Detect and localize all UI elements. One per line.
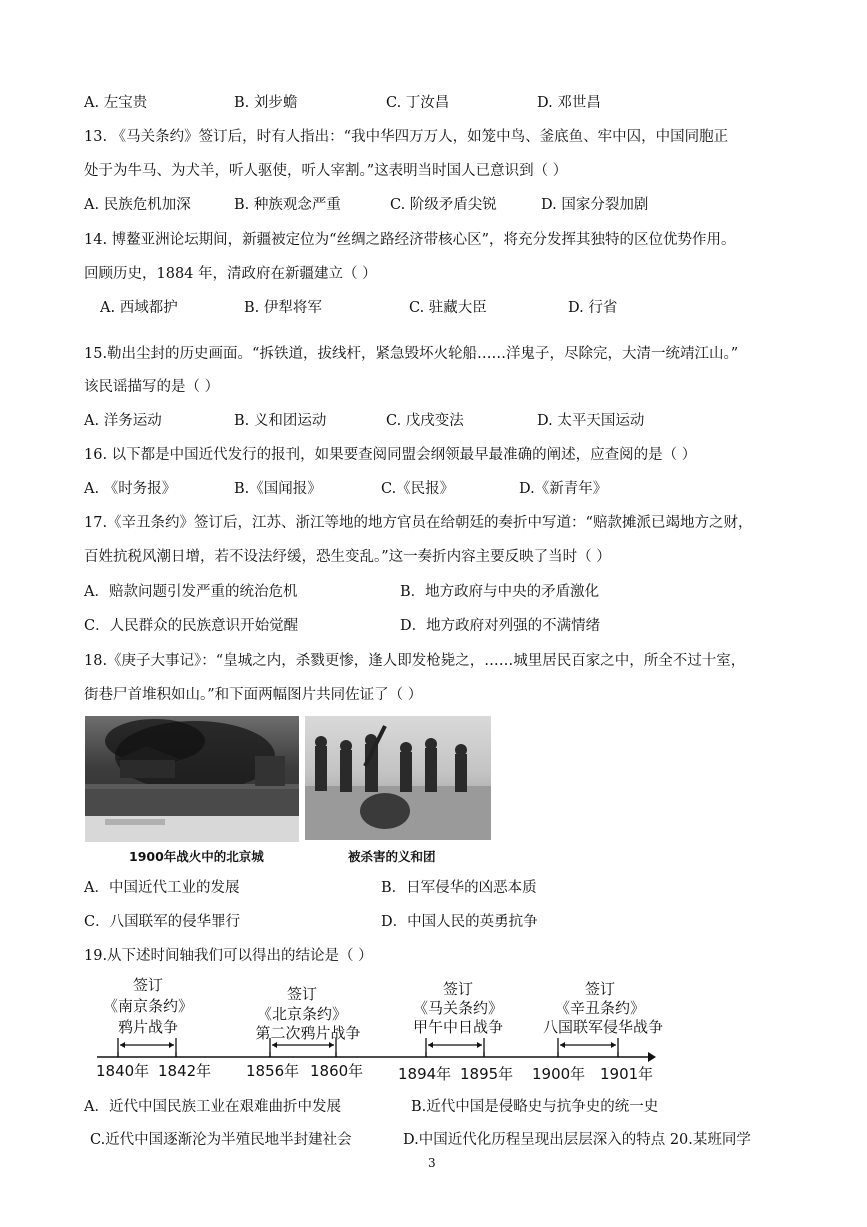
timeline-2-end: 1860年 (310, 1062, 364, 1080)
q17-option-a: A．赔款问题引发严重的统治危机 (84, 584, 298, 600)
timeline-4-war: 八国联军侵华战争 (542, 1018, 663, 1036)
q16-option-a: A. 《时务报》 (84, 481, 177, 497)
timeline-1-start: 1840年 (96, 1062, 150, 1080)
q15-option-b: B. 义和团运动 (234, 413, 327, 429)
timeline-3-start: 1894年 (398, 1065, 452, 1083)
q12-option-a: A. 左宝贵 (84, 95, 148, 111)
caption-boxers: 被杀害的义和团 (348, 849, 436, 864)
q18-option-c: C．八国联军的侵华罪行 (84, 914, 241, 930)
q18-option-d: D．中国人民的英勇抗争 (381, 914, 538, 930)
q13-option-b: B. 种族观念严重 (234, 197, 341, 213)
q14-stem-line1: 14. 博鳌亚洲论坛期间，新疆被定位为“丝绸之路经济带核心区”，将充分发挥其独特的区位优势作用。 (84, 232, 736, 248)
q15-option-c: C. 戊戌变法 (386, 413, 464, 429)
timeline-1-sign: 签订 (132, 976, 163, 994)
timeline-2-treaty: 《北京条约》 (256, 1005, 347, 1023)
q13-option-d: D. 国家分裂加剧 (541, 197, 649, 213)
q14-option-d: D. 行省 (568, 300, 618, 316)
q17-option-c: C．人民群众的民族意识开始觉醒 (84, 618, 299, 634)
q12-option-d: D. 邓世昌 (537, 95, 601, 111)
q14-stem-line2: 回顾历史，1884 年，清政府在新疆建立（ ） (84, 266, 377, 282)
q19-option-a: A．近代中国民族工业在艰难曲折中发展 (84, 1099, 341, 1115)
q14-option-b: B. 伊犁将军 (244, 300, 322, 316)
q17-option-d: D．地方政府对列强的不满情绪 (400, 618, 601, 634)
timeline-2-war: 第二次鸦片战争 (255, 1024, 361, 1042)
page-number: 3 (428, 1156, 436, 1170)
q13-stem-line1: 13. 《马关条约》签订后，时有人指出：“我中华四万万人，如笼中鸟、釜底鱼、牢中囚，中国同胞正 (84, 129, 729, 145)
timeline-3-sign: 签订 (442, 980, 473, 998)
q15-option-a: A. 洋务运动 (84, 413, 162, 429)
timeline-4-end: 1901年 (600, 1065, 654, 1083)
q19-option-d: D.中国近代化历程呈现出层层深入的特点 20.某班同学 (403, 1132, 751, 1148)
timeline-3-treaty: 《马关条约》 (412, 999, 503, 1017)
q16-option-c: C.《民报》 (381, 481, 455, 497)
caption-beijing-fire: 1900年战火中的北京城 (129, 849, 264, 864)
q15-option-d: D. 太平天国运动 (537, 413, 645, 429)
timeline-1-war: 鸦片战争 (117, 1018, 178, 1036)
timeline-3-end: 1895年 (460, 1065, 514, 1083)
q13-option-a: A. 民族危机加深 (84, 197, 191, 213)
q18-stem-line1: 18.《庚子大事记》：“皇城之内，杀戮更惨，逢人即发枪毙之，……城里居民百家之中，所全不过十室， (84, 653, 746, 669)
q17-stem-line1: 17.《辛丑条约》签订后，江苏、浙江等地的地方官员在给朝廷的奏折中写道：“赔款摊派已竭地方之财， (84, 515, 753, 531)
q17-stem-line2: 百姓抗税风潮日增，若不设法纾缓，恐生变乱。”这一奏折内容主要反映了当时（ ） (84, 549, 611, 565)
timeline-2-start: 1856年 (246, 1062, 300, 1080)
q16-stem-line1: 16. 以下都是中国近代发行的报刊，如果要查阅同盟会纲领最早最准确的阐述，应查阅的是（ ） (84, 447, 697, 463)
q12-option-c: C. 丁汝昌 (386, 95, 450, 111)
q14-option-c: C. 驻藏大臣 (409, 300, 487, 316)
q17-option-b: B．地方政府与中央的矛盾激化 (400, 584, 600, 600)
q16-option-b: B.《国闻报》 (234, 481, 322, 497)
q13-option-c: C. 阶级矛盾尖锐 (390, 197, 497, 213)
timeline-1-end: 1842年 (158, 1062, 212, 1080)
q12-option-b: B. 刘步蟾 (234, 95, 298, 111)
q16-option-d: D.《新青年》 (519, 481, 608, 497)
q19-option-c: C.近代中国逐渐沦为半殖民地半封建社会 (90, 1132, 352, 1148)
q18-stem-line2: 街巷尸首堆积如山。”和下面两幅图片共同佐证了（ ） (84, 687, 423, 703)
q19-option-b: B.近代中国是侵略史与抗争史的统一史 (411, 1099, 659, 1115)
q14-option-a: A. 西域都护 (100, 300, 178, 316)
timeline-2-sign: 签订 (286, 985, 317, 1003)
q13-stem-line2: 处于为牛马、为犬羊，听人驱使，听人宰割。”这表明当时国人已意识到（ ） (84, 163, 568, 179)
timeline-1-treaty: 《南京条约》 (102, 997, 193, 1015)
timeline-3-war: 甲午中日战争 (412, 1018, 503, 1036)
q15-stem-line2: 该民谣描写的是（ ） (84, 379, 220, 395)
q15-stem-line1: 15.勒出尘封的历史画面。“拆铁道，拔线杆，紧急毁坏火轮船……洋鬼子，尽除完，大清一统靖江山。” (84, 346, 739, 362)
q18-option-b: B．日军侵华的凶恶本质 (381, 880, 537, 896)
timeline-4-treaty: 《辛丑条约》 (554, 999, 645, 1017)
q19-stem-line1: 19.从下述时间轴我们可以得出的结论是（ ） (84, 948, 373, 964)
timeline-4-start: 1900年 (532, 1065, 586, 1083)
q18-option-a: A．中国近代工业的发展 (84, 880, 240, 896)
timeline-4-sign: 签订 (584, 980, 615, 998)
